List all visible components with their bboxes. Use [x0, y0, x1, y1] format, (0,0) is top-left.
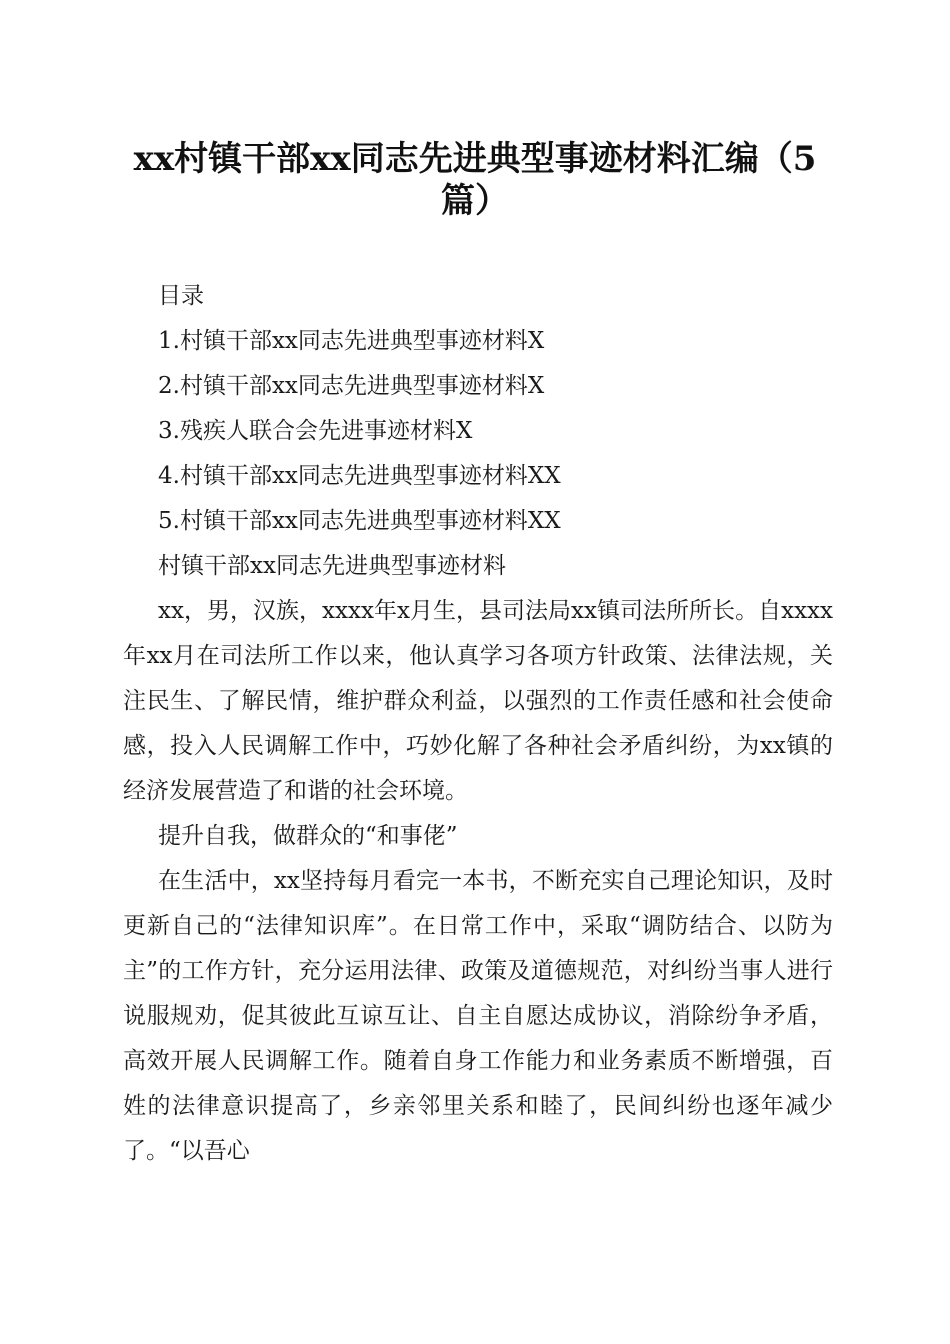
toc-item: 4.村镇干部xx同志先进典型事迹材料XX — [158, 463, 561, 489]
toc-item: 3.残疾人联合会先进事迹材料X — [158, 418, 473, 444]
toc-heading: 目录 — [158, 283, 204, 309]
toc-item: 5.村镇干部xx同志先进典型事迹材料XX — [158, 508, 561, 534]
paragraph-self-improvement: 在生活中，xx坚持每月看完一本书，不断充实自己理论知识，及时更新自己的“法律知识库”。在日常工作中，采取“调防结合、以防为主”的工作方针，充分运用法律、政策及道德规范，对纠纷当事人进行说服规劝，促其彼此互谅互让、自主自愿达成协议，消除纷争矛盾，高效开展人民调解工作。随着自身工作能力和业务素质不断增强，百姓的法律意识提高了，乡亲邻里关系和睦了，民间纠纷也逐年减少了。“以吾心 — [123, 868, 833, 1164]
toc-item: 2.村镇干部xx同志先进典型事迹材料X — [158, 373, 545, 399]
document-body — [123, 274, 833, 1174]
document-title: xx村镇干部xx同志先进典型事迹材料汇编（5篇） — [133, 139, 817, 221]
toc-item: 1.村镇干部xx同志先进典型事迹材料X — [158, 328, 545, 354]
paragraph-intro: xx，男，汉族，xxxx年x月生，县司法局xx镇司法所所长。自xxxx年xx月在司法所工作以来，他认真学习各项方针政策、法律法规，关注民生、了解民情，维护群众利益，以强烈的工作责任感和社会使命感，投入人民调解工作中，巧妙化解了各种社会矛盾纠纷，为xx镇的经济发展营造了和谐的社会环境。 — [123, 598, 833, 804]
article-title: 村镇干部xx同志先进典型事迹材料 — [158, 553, 506, 579]
section-heading: 提升自我，做群众的“和事佬” — [158, 823, 458, 849]
